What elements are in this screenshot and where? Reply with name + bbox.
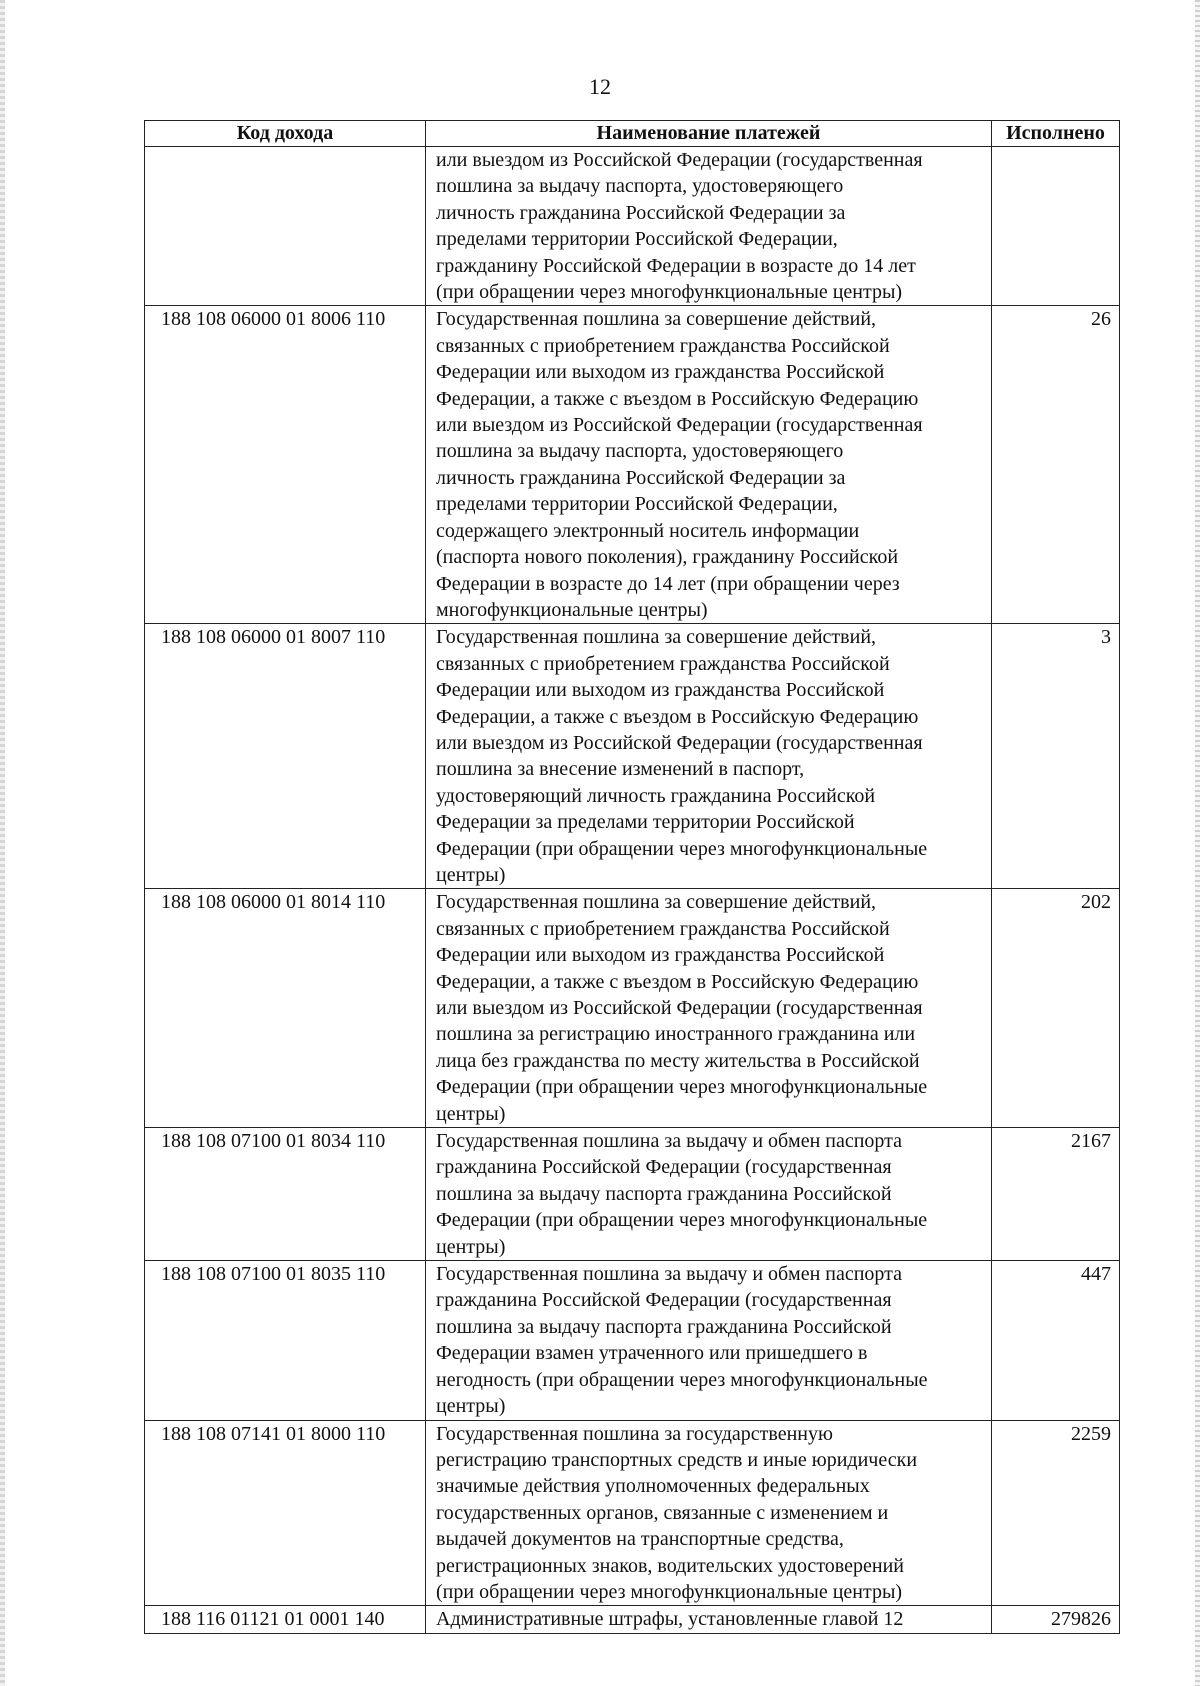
payment-name-line: Государственная пошлина за совершение действий, [436,308,877,331]
payment-name-cell [426,889,992,1128]
header-code: Код дохода [145,121,426,147]
payment-name-line: Федерации или выходом из гражданства Российской [436,361,885,384]
payment-name-cell [426,1128,992,1261]
payment-name-line: Федерации (при обращении через многофункциональные [436,837,928,860]
payment-name-line: Государственная пошлина за государственную [436,1422,833,1445]
payment-name-cell [426,1606,992,1633]
payment-name-line: или выездом из Российской Федерации (государственная [436,997,923,1019]
payment-name-cell [426,306,992,624]
payment-name-line: содержащего электронный носитель информации [436,519,860,542]
payment-name-line: Государственная пошлина за совершение действий, [436,626,877,649]
table-row [145,889,1120,1128]
payment-name-cell [426,1420,992,1606]
payment-name-line: Государственная пошлина за совершение действий, [436,891,877,914]
payment-name-line: гражданина Российской Федерации (государственная [436,1289,892,1312]
payment-name-line: значимые действия уполномоченных федеральных [436,1475,870,1498]
payment-name-cell [426,1261,992,1420]
payment-name-line: Федерации или выходом из гражданства Российской [436,679,885,702]
payment-name-line: гражданина Российской Федерации (государственная [436,1156,892,1179]
payment-name-line: связанных с приобретением гражданства Российской [436,652,890,675]
payment-name-cell [426,147,992,306]
payment-name-line: или выездом из Российской Федерации (государственная [436,149,923,171]
payment-name-line: регистрационных знаков, водительских удостоверений [436,1554,904,1577]
payment-name-line: выдачей документов на транспортные средства, [436,1528,844,1551]
payment-name-line: личность гражданина Российской Федерации за [436,201,846,224]
page-number: 12 [589,74,611,99]
payment-name-line: Федерации, а также с въездом в Российскую Федерацию [436,970,919,993]
payment-name-line: многофункциональные центры) [436,598,708,621]
payment-name-line: Федерации взамен утраченного или пришедшего в [436,1342,868,1365]
payment-name-line: центры) [436,863,506,886]
payment-name-line: Федерации в возрасте до 14 лет (при обращении через [436,572,900,595]
payment-name-line: Административные штрафы, установленные главой 12 [436,1608,904,1631]
header-name: Наименование платежей [426,121,992,147]
payment-name-line: центры) [436,1102,506,1125]
payment-name-line: гражданину Российской Федерации в возрасте до 14 лет [436,254,916,277]
income-code-cell: 188 108 07141 01 8000 110 [145,1420,426,1606]
payment-name-line: центры) [436,1395,506,1418]
executed-amount-cell: 26 [992,306,1120,624]
executed-amount-cell: 3 [992,624,1120,889]
payment-name-line: связанных с приобретением гражданства Российской [436,917,890,940]
payment-name-line: Федерации за пределами территории Российской [436,811,855,834]
table-row [145,1128,1120,1261]
payment-name-line: (при обращении через многофункциональные центры) [436,281,903,304]
payment-name-line: Федерации, а также с въездом в Российскую Федерацию [436,387,919,410]
header-amount: Исполнено [992,121,1120,147]
payment-name-line: или выездом из Российской Федерации (государственная [436,731,923,754]
income-code-cell: 188 108 06000 01 8006 110 [145,306,426,624]
payment-name-line: пошлина за выдачу паспорта, удостоверяющего [436,440,844,463]
income-code-cell: 188 116 01121 01 0001 140 [145,1606,426,1633]
payment-name-line: пределами территории Российской Федерации, [436,493,838,516]
payment-name-line: Федерации (при обращении через многофункциональные [436,1209,928,1232]
payment-name-line: пошлина за выдачу паспорта гражданина Российской [436,1315,892,1338]
payment-name-line: Федерации или выходом из гражданства Российской [436,944,885,967]
payment-name-line: регистрацию транспортных средств и иные юридически [436,1448,918,1471]
executed-amount-cell: 2167 [992,1128,1120,1261]
payment-name-line: Государственная пошлина за выдачу и обмен паспорта [436,1263,903,1286]
payment-name-line: Федерации (при обращении через многофункциональные [436,1076,928,1099]
payment-name-line: личность гражданина Российской Федерации за [436,466,846,489]
payment-name-line: государственных органов, связанные с изменением и [436,1501,889,1524]
payment-name-line: (при обращении через многофункциональные центры) [436,1580,903,1603]
table-row [145,1420,1120,1606]
payment-name-line: или выездом из Российской Федерации (государственная [436,414,923,437]
executed-amount-cell: 2259 [992,1420,1120,1606]
payment-name-line: пошлина за выдачу паспорта гражданина Российской [436,1182,892,1205]
payment-name-line: пошлина за внесение изменений в паспорт, [436,758,805,781]
table-row [145,306,1120,624]
payment-name-cell [426,624,992,889]
payment-name-line: Федерации, а также с въездом в Российскую Федерацию [436,705,919,728]
executed-amount-cell: 447 [992,1261,1120,1420]
payment-name-line: удостоверяющий личность гражданина Российской [436,784,876,807]
payment-name-line: (паспорта нового поколения), гражданину Российской [436,546,899,569]
payment-name-line: пошлина за выдачу паспорта, удостоверяющего [436,175,844,198]
executed-amount-cell: 279826 [992,1606,1120,1633]
payment-name-line: центры) [436,1235,506,1258]
income-code-cell: 188 108 07100 01 8034 110 [145,1128,426,1261]
payment-name-line: лица без гражданства по месту жительства в Российской [436,1049,920,1072]
table-row [145,147,1120,306]
table-header-row [145,121,1120,147]
scan-edge-right [1195,0,1200,1686]
scan-edge-left [0,0,5,1686]
table-row [145,1606,1120,1633]
payment-name-line: негодность (при обращении через многофункциональные [436,1368,928,1391]
executed-amount-cell: 202 [992,889,1120,1128]
income-code-cell: 188 108 07100 01 8035 110 [145,1261,426,1420]
table-row [145,1261,1120,1420]
payment-name-line: Государственная пошлина за выдачу и обмен паспорта [436,1130,903,1153]
executed-amount-cell [992,147,1120,306]
payment-name-line: пределами территории Российской Федерации, [436,228,838,251]
income-code-cell [145,147,426,306]
income-code-cell: 188 108 06000 01 8007 110 [145,624,426,889]
payment-name-line: пошлина за регистрацию иностранного гражданина или [436,1023,916,1046]
payment-name-line: связанных с приобретением гражданства Российской [436,334,890,357]
table-body [145,147,1120,1634]
payments-table [144,120,1120,1634]
income-code-cell: 188 108 06000 01 8014 110 [145,889,426,1128]
table-row [145,624,1120,889]
